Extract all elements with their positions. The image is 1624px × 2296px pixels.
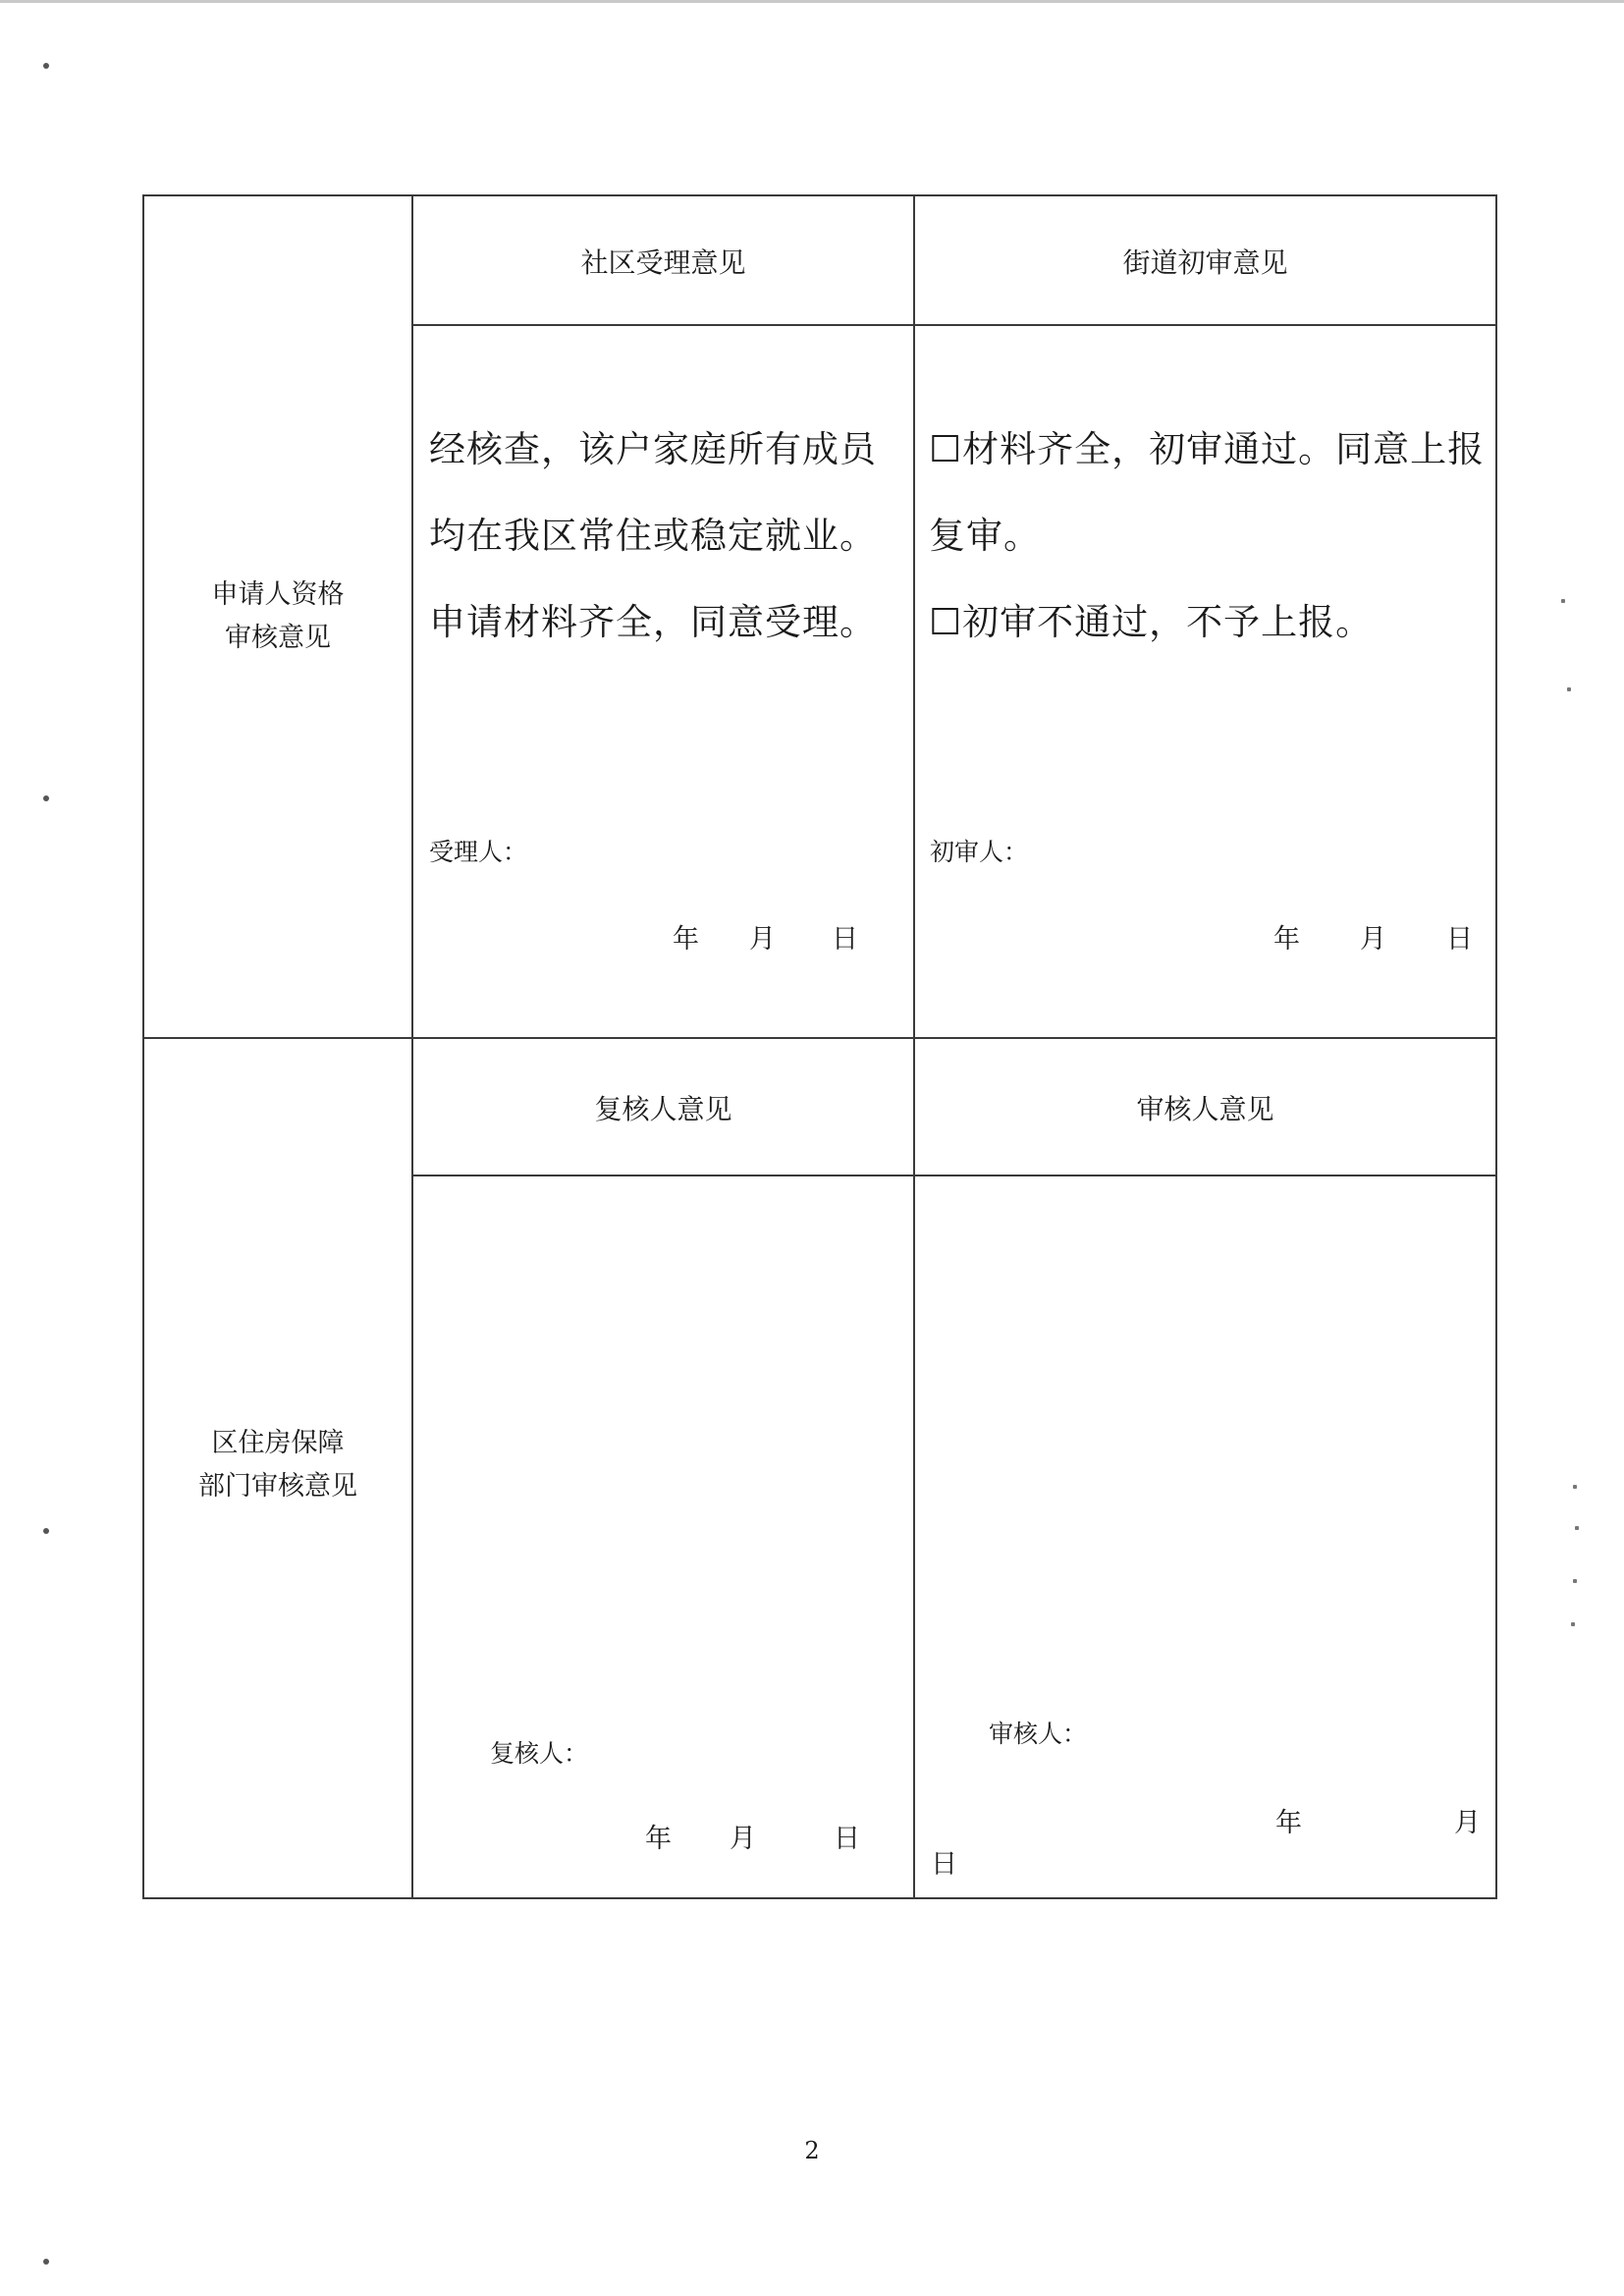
community-signer-label: 受理人： xyxy=(429,838,528,866)
table-divider xyxy=(411,1175,1495,1176)
row-label-line: 申请人资格 xyxy=(211,579,345,610)
community-opinion-heading: 社区受理意见 xyxy=(580,246,746,279)
table-divider xyxy=(411,324,1495,326)
community-date-month: 月 xyxy=(749,924,776,955)
section2-row-label xyxy=(144,1422,411,1508)
opinion-line: 复审。 xyxy=(929,515,1041,557)
opinion-line: 经核查，该户家庭所有成员 xyxy=(429,428,877,470)
row-label-line: 区住房保障 xyxy=(211,1428,345,1458)
row-label-line: 部门审核意见 xyxy=(198,1471,357,1502)
table-divider xyxy=(411,196,413,1897)
reviewer-date-year: 年 xyxy=(1275,1808,1302,1838)
scan-speck xyxy=(1567,687,1571,691)
scan-speck xyxy=(1573,1485,1577,1489)
page-number: 2 xyxy=(804,2137,820,2164)
scan-speck xyxy=(1571,1622,1575,1626)
reviewer-signer-label: 审核人： xyxy=(989,1720,1088,1748)
opinion-line: 均在我区常住或稳定就业。 xyxy=(429,515,877,557)
street-signer-label: 初审人： xyxy=(930,838,1029,866)
binding-hole-mark xyxy=(43,2259,49,2265)
opinion-line: ☐初审不通过，不予上报。 xyxy=(929,601,1374,643)
reviewer-date-day: 日 xyxy=(931,1849,957,1880)
community-date-day: 日 xyxy=(832,924,858,955)
binding-hole-mark xyxy=(43,63,49,69)
recheck-date-month: 月 xyxy=(730,1824,756,1854)
community-opinion-text xyxy=(429,407,877,666)
street-opinion-heading: 街道初审意见 xyxy=(1122,246,1288,279)
recheck-date-year: 年 xyxy=(645,1824,672,1854)
street-date-year: 年 xyxy=(1273,924,1300,955)
street-opinion-text xyxy=(929,407,1485,666)
street-date-day: 日 xyxy=(1446,924,1473,955)
binding-hole-mark xyxy=(43,1528,49,1534)
opinion-line: 申请材料齐全，同意受理。 xyxy=(429,601,877,643)
scan-speck xyxy=(1575,1526,1579,1530)
row-label-line: 审核意见 xyxy=(225,623,331,653)
table-divider xyxy=(913,196,915,1897)
street-date-month: 月 xyxy=(1360,924,1386,955)
recheck-opinion-heading: 复核人意见 xyxy=(594,1093,732,1125)
review-form-table xyxy=(142,194,1497,1899)
binding-hole-mark xyxy=(43,795,49,801)
opinion-line: ☐材料齐全，初审通过。同意上报 xyxy=(929,428,1486,470)
scan-speck xyxy=(1561,599,1565,603)
community-date-year: 年 xyxy=(673,924,699,955)
recheck-signer-label: 复核人： xyxy=(490,1739,589,1768)
reviewer-opinion-heading: 审核人意见 xyxy=(1136,1093,1274,1125)
recheck-date-day: 日 xyxy=(834,1824,860,1854)
reviewer-date-month: 月 xyxy=(1454,1808,1481,1838)
table-divider xyxy=(144,1037,1495,1039)
section1-row-label xyxy=(144,574,411,660)
scan-top-edge xyxy=(0,0,1624,3)
scan-speck xyxy=(1573,1579,1577,1583)
